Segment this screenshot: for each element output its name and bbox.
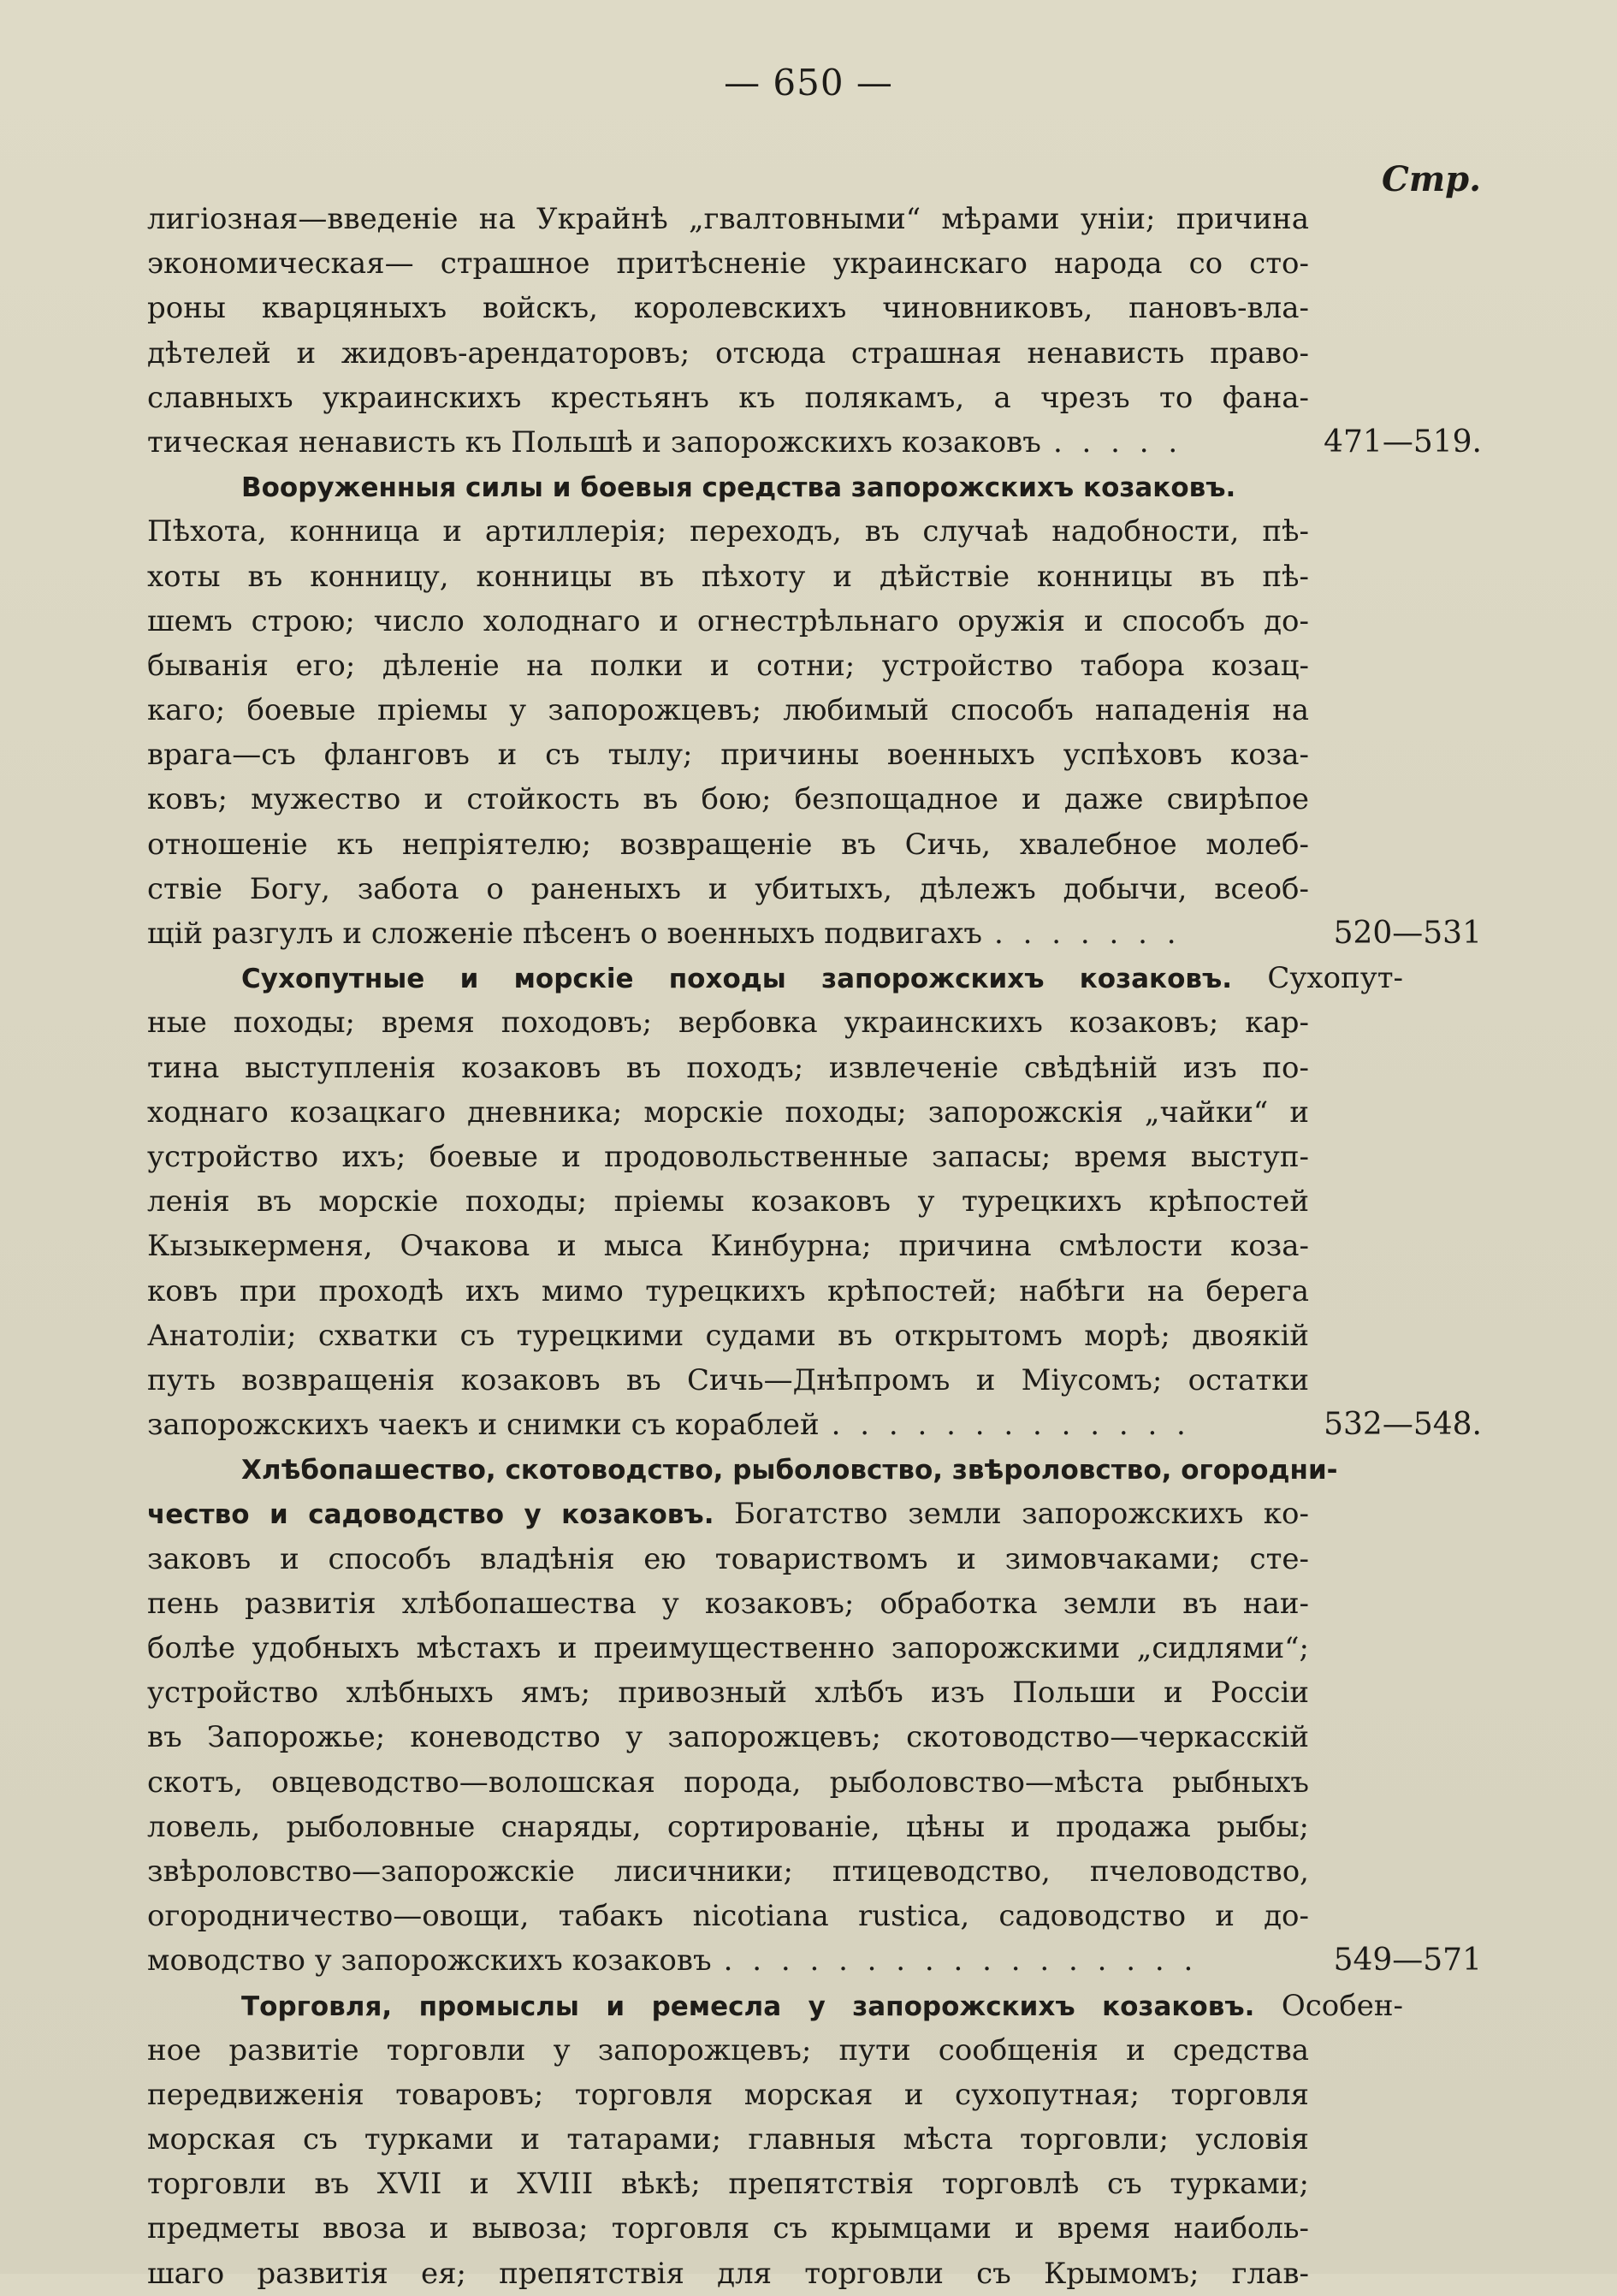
dot-leader: . . . . . . . . . . . . . — [831, 1408, 1191, 1443]
line-text: ное развитіе торговли у запорожцевъ; пути сообщенія и средства — [147, 2032, 1309, 2068]
line-text: Пѣхота, конница и артиллерія; переходъ, въ случаѣ надобности, пѣ- — [147, 514, 1309, 549]
line-text: ствіе Богу, забота о раненыхъ и убитыхъ, дѣлежъ добычи, всеоб- — [147, 871, 1309, 906]
line-text: Анатоліи; схватки съ турецкими судами въ открытомъ морѣ; двоякій — [147, 1318, 1309, 1353]
line-text: передвиженія товаровъ; торговля морская и сухопутная; торговля — [147, 2077, 1309, 2112]
line-text: огородничество—овощи, табакъ nicotiana rustica, садоводство и до- — [147, 1899, 1309, 1934]
text-line — [147, 1135, 1309, 1179]
line-text: ковъ; мужество и стойкость въ бою; безпощадное и даже свирѣпое — [147, 782, 1309, 817]
line-text: Кызыкерменя, Очакова и мыса Кинбурна; причина смѣлости коза- — [147, 1229, 1309, 1264]
text-line — [147, 1894, 1309, 1938]
text-line — [147, 2073, 1309, 2117]
text-line — [147, 688, 1309, 733]
text-line — [147, 1447, 1403, 1492]
text-line — [147, 555, 1309, 599]
text-line — [147, 241, 1309, 286]
dot-leader: . . . . . . . . . . . . . . . . . — [723, 1943, 1199, 1979]
text-line — [147, 777, 1309, 822]
text-line — [147, 644, 1309, 688]
text-line — [147, 867, 1309, 911]
text-line — [147, 1581, 1309, 1626]
line-text: моводство у запорожскихъ козаковъ — [147, 1943, 712, 1979]
text-line — [147, 1000, 1309, 1045]
section-last-line — [147, 1938, 1482, 1983]
line-text: щій разгулъ и сложеніе пѣсенъ о военныхъ подвигахъ — [147, 917, 983, 951]
line-text: устройство хлѣбныхъ ямъ; привозный хлѣбъ изъ Польши и Россіи — [147, 1676, 1309, 1711]
text-line — [147, 733, 1309, 777]
line-text: Сухопут- — [1267, 961, 1404, 996]
line-text: путь возвращенія козаковъ въ Сичь—Днѣпромъ и Міусомъ; остатки — [147, 1362, 1309, 1397]
line-text: Богатство земли запорожскихъ ко- — [733, 1497, 1310, 1532]
line-text: экономическая— страшное притѣсненіе украинскаго народа со сто- — [147, 246, 1309, 282]
line-text: морская съ турками и татарами; главныя мѣста торговли; условія — [147, 2122, 1309, 2157]
text-line — [147, 197, 1309, 241]
line-text: каго; боевые пріемы у запорожцевъ; любимый способъ нападенія на — [147, 693, 1309, 728]
line-text: дѣтелей и жидовъ-арендаторовъ; отсюда страшная ненависть право- — [147, 335, 1309, 371]
line-text: отношеніе къ непріятелю; возвращеніе въ Сичь, хвалебное молеб- — [147, 827, 1309, 862]
text-line — [147, 1046, 1309, 1090]
line-text: ловель, рыболовные снаряды, сортированіе, цѣны и продажа рыбы; — [147, 1809, 1309, 1844]
text-line — [147, 1760, 1309, 1805]
page-range: 471—519. — [1324, 424, 1482, 460]
dot-leader: . . . . . . . — [994, 917, 1182, 951]
toc-section — [147, 1984, 1482, 2296]
text-line — [147, 1492, 1309, 1536]
section-heading: Торговля, промыслы и ремесла у запорожскихъ козаковъ. — [241, 1990, 1255, 2022]
section-last-line — [147, 1403, 1482, 1447]
text-line — [147, 286, 1309, 330]
text-line — [147, 2206, 1309, 2251]
toc-section — [147, 197, 1482, 465]
pages-column-label: Стр. — [1382, 159, 1482, 199]
line-text: звѣроловство—запорожскіе лисичники; птицеводство, пчеловодство, — [147, 1854, 1309, 1889]
line-text: ленія въ морскіе походы; пріемы козаковъ у турецкихъ крѣпостей — [147, 1184, 1309, 1219]
line-text: хоты въ конницу, конницы въ пѣхоту и дѣйствіе конницы въ пѣ- — [147, 559, 1309, 594]
line-text: шемъ строю; число холоднаго и огнестрѣльнаго оружія и способъ до- — [147, 603, 1309, 638]
line-text: ходнаго козацкаго дневника; морскіе походы; запорожскія „чайки“ и — [147, 1095, 1309, 1130]
line-text: тина выступленія козаковъ въ походъ; извлеченіе свѣдѣній изъ по- — [147, 1050, 1309, 1085]
text-line — [147, 1715, 1309, 1759]
line-text: быванія его; дѣленіе на полки и сотни; устройство табора козац- — [147, 648, 1309, 683]
line-text: пень развитія хлѣбопашества у козаковъ; обработка земли въ наи- — [147, 1586, 1309, 1621]
toc-section — [147, 465, 1482, 956]
text-line — [147, 376, 1309, 420]
toc-section — [147, 1447, 1482, 1983]
text-line — [147, 1179, 1309, 1224]
text-line — [147, 2117, 1309, 2162]
page-range: 520—531 — [1333, 916, 1482, 951]
text-line — [147, 1224, 1309, 1268]
text-line — [147, 1090, 1309, 1135]
line-text: Особен- — [1281, 1988, 1404, 2023]
text-line — [147, 599, 1309, 644]
page-range: 549—571 — [1333, 1943, 1482, 1979]
text-line — [147, 1358, 1309, 1403]
text-line — [147, 331, 1309, 376]
line-text: заковъ и способъ владѣнія ею товариствомъ и зимовчаками; сте- — [147, 1541, 1309, 1576]
section-heading: Сухопутные и морскіе походы запорожскихъ козаковъ. — [241, 964, 1233, 995]
line-text: лигіозная—введеніе на Украйнѣ „гвалтовными“ мѣрами уніи; причина — [147, 202, 1309, 236]
text-line — [147, 1314, 1309, 1358]
page-number: — 650 — — [724, 62, 893, 104]
toc-section — [147, 956, 1482, 1447]
section-last-line — [147, 420, 1482, 465]
dot-leader: . . . . . — [1052, 424, 1183, 460]
text-line — [147, 1626, 1309, 1670]
page-range: 532—548. — [1324, 1407, 1482, 1443]
line-text: славныхъ украинскихъ крестьянъ къ полякамъ, а чрезъ то фана- — [147, 380, 1309, 415]
text-line — [147, 1269, 1309, 1314]
line-text: шаго развитія ея; препятствія для торговли съ Крымомъ; глав- — [147, 2256, 1309, 2291]
text-line — [147, 1984, 1403, 2028]
line-text: ковъ при проходѣ ихъ мимо турецкихъ крѣпостей; набѣги на берега — [147, 1273, 1309, 1308]
line-text: ные походы; время походовъ; вербовка украинскихъ козаковъ; кар- — [147, 1006, 1309, 1041]
line-text: тическая ненависть къ Польшѣ и запорожскихъ козаковъ — [147, 424, 1041, 460]
line-text: скотъ, овцеводство—волошская порода, рыболовство—мѣста рыбныхъ — [147, 1765, 1309, 1800]
text-line — [147, 1805, 1309, 1849]
line-text: болѣе удобныхъ мѣстахъ и преимущественно запорожскими „сидлями“; — [147, 1631, 1309, 1665]
line-text: въ Запорожье; коневодство у запорожцевъ; скотоводство—черкасскій — [147, 1720, 1309, 1755]
text-line — [147, 2028, 1309, 2073]
text-line — [147, 956, 1403, 1000]
text-line — [147, 1537, 1309, 1581]
line-text: торговли въ XVII и XVIII вѣкѣ; препятствія торговлѣ съ турками; — [147, 2167, 1309, 2202]
line-text: врага—съ фланговъ и съ тылу; причины военныхъ успѣховъ коза- — [147, 738, 1309, 773]
text-line — [147, 465, 1403, 509]
line-text: предметы ввоза и вывоза; торговля съ крымцами и время наиболь- — [147, 2211, 1309, 2246]
text-line — [147, 1670, 1309, 1715]
section-last-line — [147, 911, 1482, 956]
line-text: устройство ихъ; боевые и продовольственные запасы; время выступ- — [147, 1139, 1309, 1174]
section-heading: Хлѣбопашество, скотоводство, рыболовство, звѣроловство, огородни- — [241, 1455, 1338, 1486]
text-line — [147, 509, 1309, 554]
text-line — [147, 822, 1309, 867]
line-text: роны кварцяныхъ войскъ, королевскихъ чиновниковъ, пановъ-вла- — [147, 291, 1309, 326]
section-heading: чество и садоводство у козаковъ. — [147, 1499, 714, 1531]
line-text: запорожскихъ чаекъ и снимки съ кораблей — [147, 1408, 820, 1443]
table-of-contents-text — [147, 197, 1482, 2296]
text-line — [147, 1849, 1309, 1894]
section-heading: Вооруженныя силы и боевыя средства запорожскихъ козаковъ. — [241, 472, 1236, 504]
text-line — [147, 2162, 1309, 2206]
